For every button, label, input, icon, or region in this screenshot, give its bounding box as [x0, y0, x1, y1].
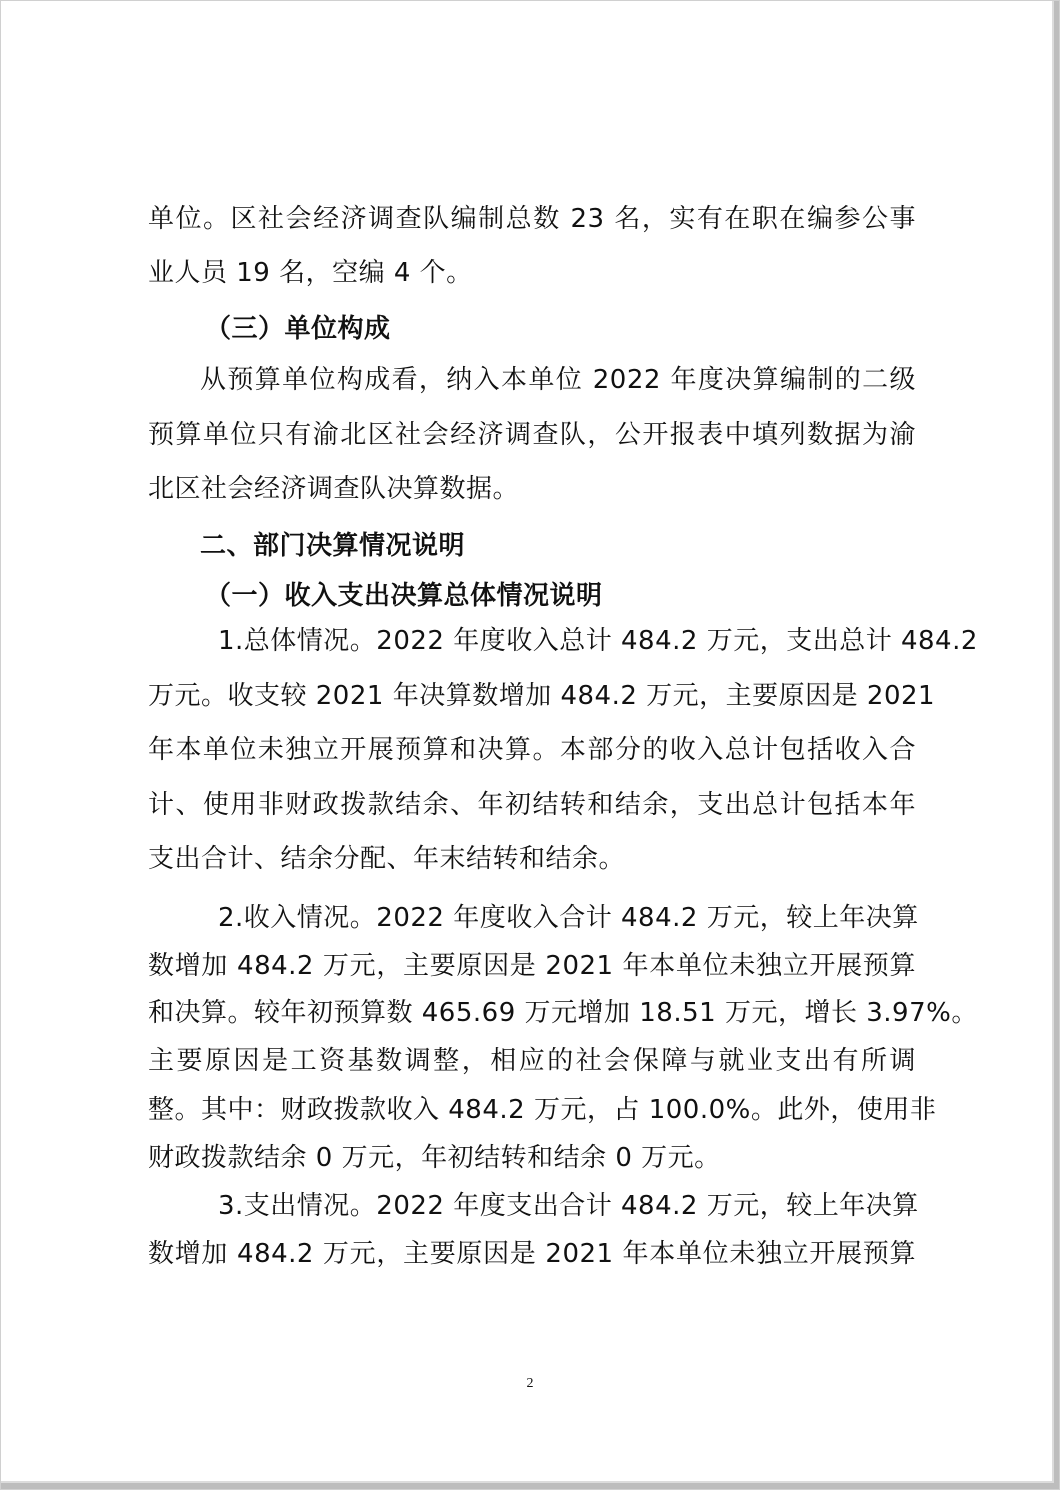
- paragraph-line: 数增加 484.2 万元，主要原因是 2021 年本单位未独立开展预算: [148, 1239, 916, 1269]
- paragraph-line: 业人员 19 名，空编 4 个。: [148, 258, 473, 288]
- paragraph-line: 1.总体情况。2022 年度收入总计 484.2 万元，支出总计 484.2: [218, 626, 978, 656]
- paragraph-line: 数增加 484.2 万元，主要原因是 2021 年本单位未独立开展预算: [148, 951, 916, 981]
- paragraph-line: 年本单位未独立开展预算和决算。本部分的收入总计包括收入合: [148, 735, 916, 765]
- paragraph-line: 万元。收支较 2021 年决算数增加 484.2 万元，主要原因是 2021: [148, 681, 936, 711]
- paragraph-line: 主要原因是工资基数调整，相应的社会保障与就业支出有所调: [148, 1046, 916, 1076]
- paragraph-line: 和决算。较年初预算数 465.69 万元增加 18.51 万元，增长 3.97%。: [148, 998, 978, 1028]
- paragraph-line: 整。其中：财政拨款收入 484.2 万元，占 100.0%。此外，使用非: [148, 1095, 937, 1125]
- paragraph-line: 财政拨款结余 0 万元，年初结转和结余 0 万元。: [148, 1143, 721, 1173]
- paragraph-line: 3.支出情况。2022 年度支出合计 484.2 万元，较上年决算: [218, 1191, 919, 1221]
- paragraph-line: 预算单位只有渝北区社会经济调查队，公开报表中填列数据为渝: [148, 420, 916, 450]
- paragraph-line: 从预算单位构成看，纳入本单位 2022 年度决算编制的二级: [200, 365, 916, 395]
- paragraph-line: 北区社会经济调查队决算数据。: [148, 474, 520, 504]
- page-number: 2: [526, 1376, 534, 1391]
- paragraph-line: 支出合计、结余分配、年末结转和结余。: [148, 844, 626, 874]
- section-heading: 二、部门决算情况说明: [200, 531, 466, 561]
- subsection-heading: （一）收入支出决算总体情况说明: [205, 581, 603, 611]
- paragraph-line: 2.收入情况。2022 年度收入合计 484.2 万元，较上年决算: [218, 903, 919, 933]
- paragraph-line: 单位。区社会经济调查队编制总数 23 名，实有在职在编参公事: [148, 204, 916, 234]
- paragraph-line: 计、使用非财政拨款结余、年初结转和结余，支出总计包括本年: [148, 790, 916, 820]
- section-heading: （三）单位构成: [205, 314, 391, 344]
